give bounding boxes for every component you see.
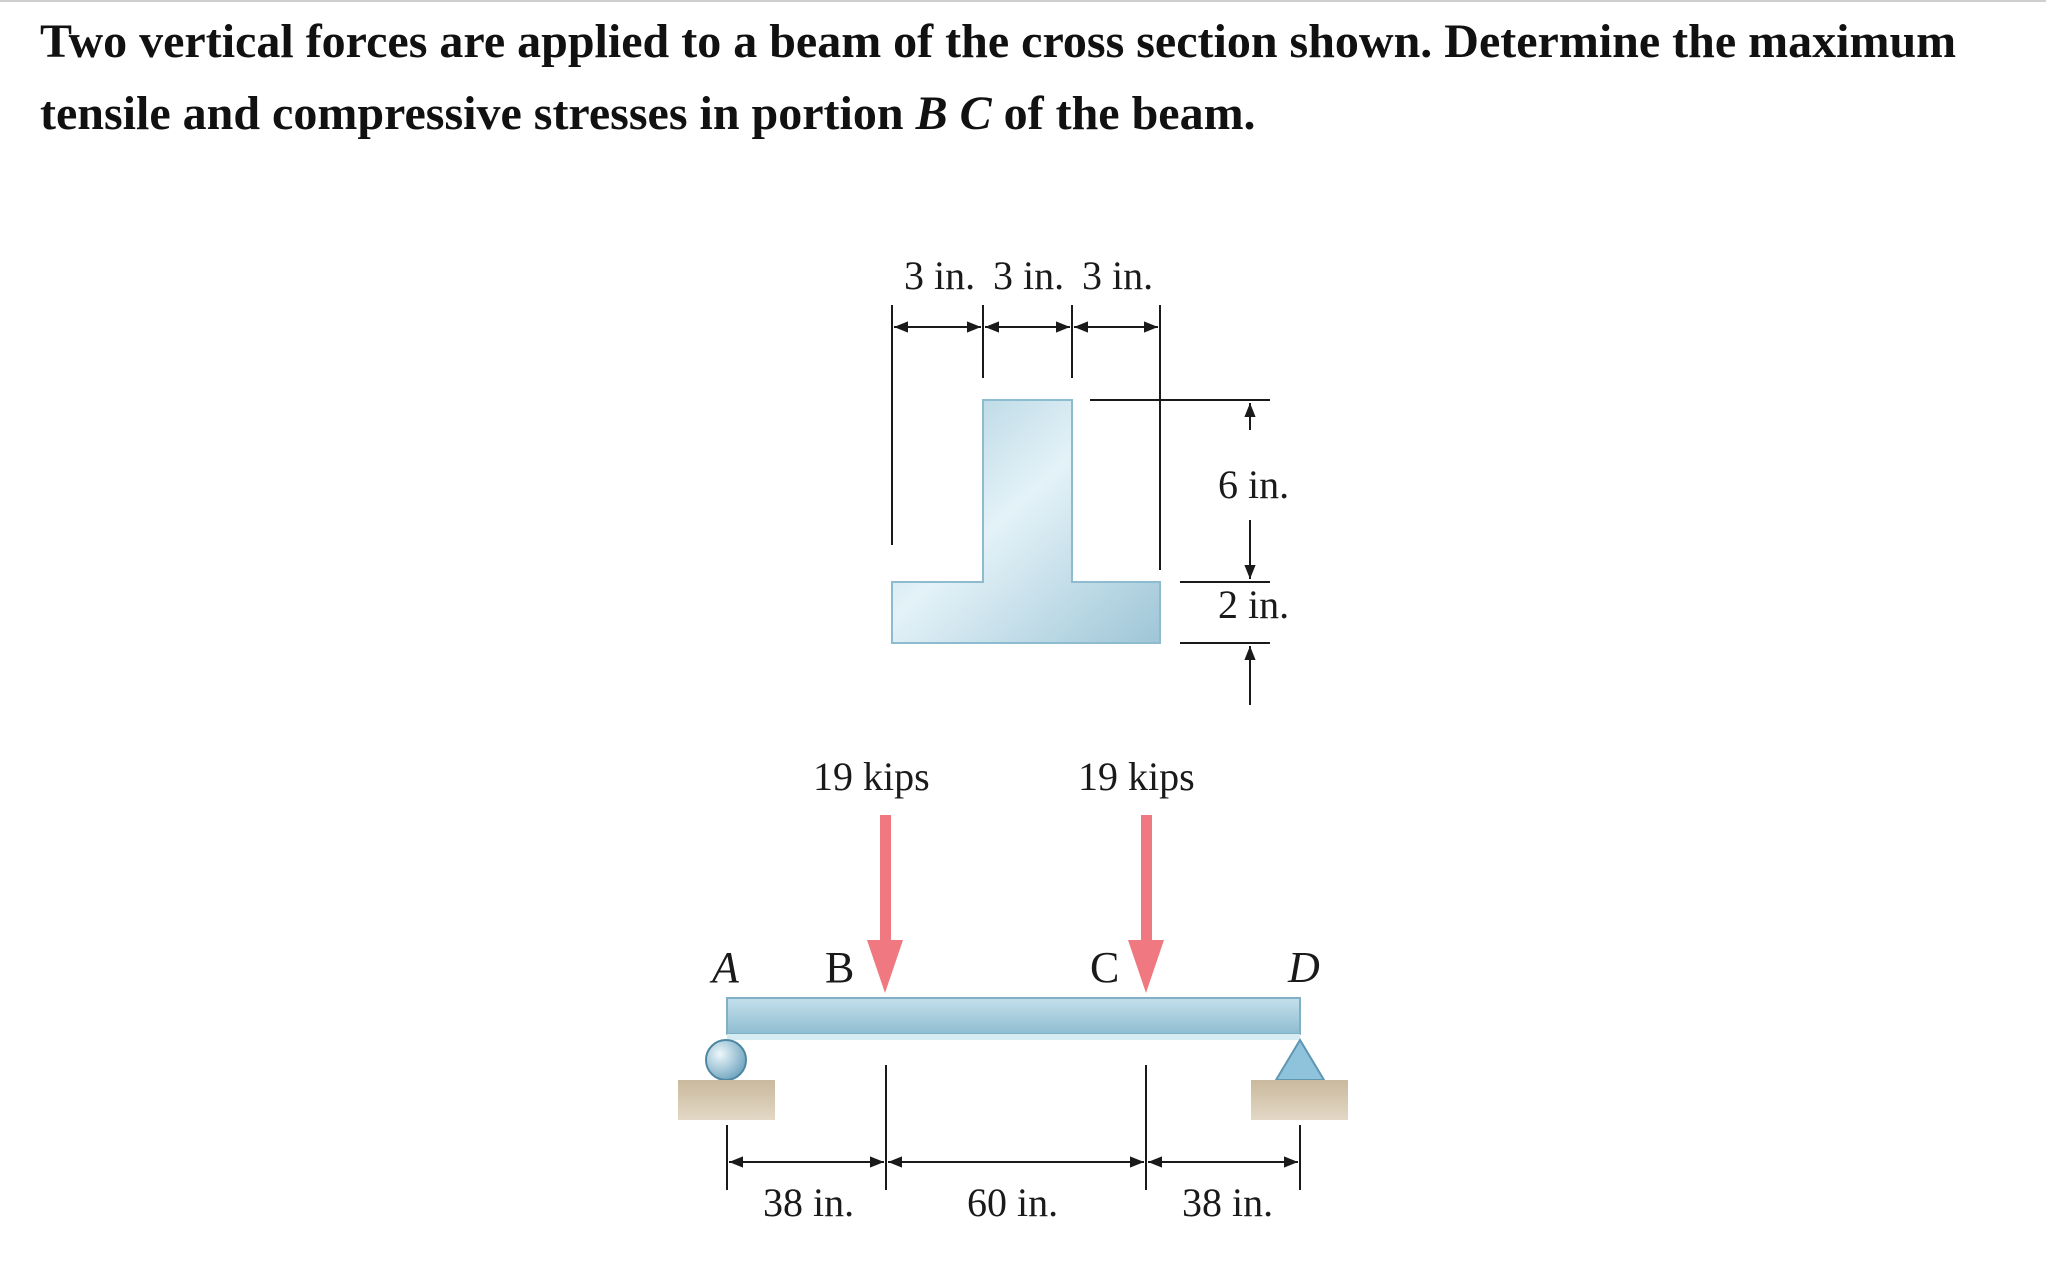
point-a-label: A xyxy=(712,943,739,992)
roller-support-a xyxy=(706,1040,746,1080)
problem-text-after: of the beam. xyxy=(991,87,1256,140)
problem-text-before: Two vertical forces are applied to a beam of the cross section shown. Determine the maximum tensile and compressive stresses in portion xyxy=(40,15,1957,140)
point-c-label: C xyxy=(1090,943,1120,992)
ground-d xyxy=(1251,1080,1348,1120)
beam-flange-edge xyxy=(727,1034,1300,1040)
width-label-3: 3 in. xyxy=(1082,253,1154,298)
span-label-cd: 38 in. xyxy=(1182,1180,1274,1225)
span-label-ab: 38 in. xyxy=(763,1180,855,1225)
load-label-c: 19 kips xyxy=(1078,754,1195,799)
var-b: B xyxy=(915,87,948,140)
cross-section xyxy=(892,253,1289,705)
load-label-b: 19 kips xyxy=(813,754,930,799)
pin-support-d xyxy=(1276,1040,1324,1080)
width-label-2: 3 in. xyxy=(993,253,1065,298)
width-label-1: 3 in. xyxy=(904,253,976,298)
load-arrow-b xyxy=(867,815,903,993)
ground-a xyxy=(678,1080,775,1120)
flange-height-label: 2 in. xyxy=(1218,582,1290,627)
tee-section-shape xyxy=(892,400,1160,643)
point-d-label: D xyxy=(1288,943,1320,992)
load-arrow-c xyxy=(1128,815,1164,993)
stem-height-label: 6 in. xyxy=(1218,462,1290,507)
span-label-bc: 60 in. xyxy=(967,1180,1059,1225)
beam-member xyxy=(727,998,1300,1034)
var-c: C xyxy=(959,87,992,140)
point-b-label: B xyxy=(825,943,855,992)
beam-diagram xyxy=(678,754,1348,1225)
